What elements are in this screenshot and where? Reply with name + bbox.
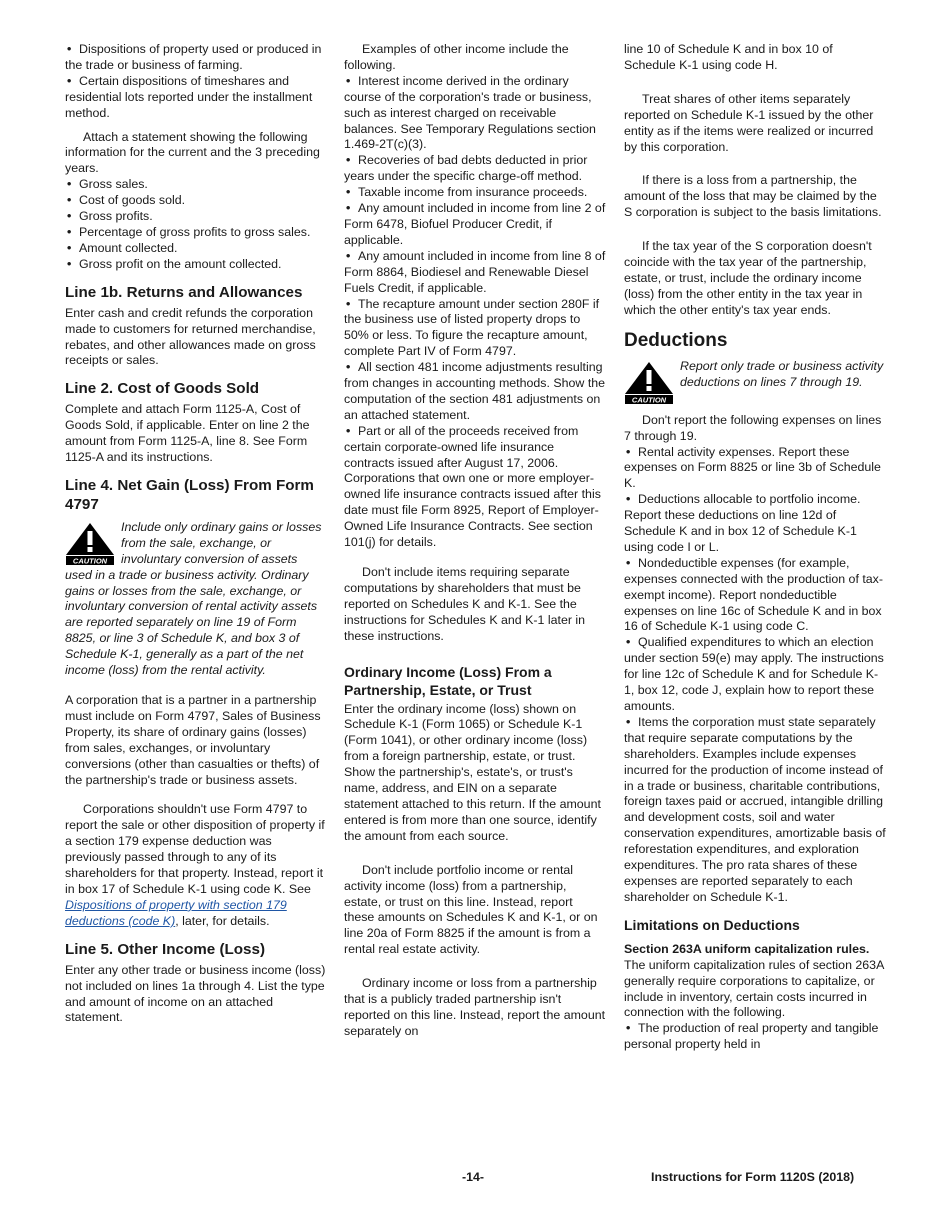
paragraph: Corporations shouldn't use Form 4797 to report the sale or other disposition of property if a section 179 expense deduction was previously passed through to any of its shareholders for that property. Instead, report it in box 17 of Schedule K-1 using code K. See Dispositions of property with section 179 deductions (code K), later, for details.	[65, 802, 325, 928]
paragraph: Attach a statement showing the following information for the current and the 3 preceding years.	[65, 129, 320, 176]
paragraph: Don't report the following expenses on lines 7 through 19.	[624, 412, 882, 443]
bullet-item: • Nondeductible expenses (for example, expenses connected with the production of tax-exempt income). Report nondeductible expenses on line 16c of Schedule K and in box 16 of Schedule K-1 using code C.	[624, 556, 886, 636]
bullet-item: • Gross profit on the amount collected.	[65, 257, 327, 273]
paragraph: Don't include items requiring separate computations by shareholders that must be reported on Schedules K and K-1. See the instructions for Schedules K and K-1 later in these instructions.	[344, 565, 586, 643]
heading-ordinary-income: Ordinary Income (Loss) From a Partnership, Estate, or Trust	[344, 663, 552, 698]
caution-note	[65, 520, 327, 679]
bullet-item: • Amount collected.	[65, 241, 327, 257]
bullet-item: • All section 481 income adjustments resulting from changes in accounting methods. Show the computation of the section 481 adjustments on an attached statement.	[344, 360, 606, 424]
paragraph: If there is a loss from a partnership, the amount of the loss that may be claimed by the S corporation is subject to the basis limitations.	[624, 173, 882, 220]
paragraph: Treat shares of other items separately reported on Schedule K-1 issued by the other entity as if the items were realized or incurred by this corporation.	[624, 91, 874, 154]
paragraph: Enter cash and credit refunds the corporation made to customers for returned merchandise, rebates, and other allowances made on gross receipts or sales.	[65, 305, 316, 368]
caution-icon	[624, 361, 674, 405]
paragraph: Don't include portfolio income or rental activity income (loss) from a partnership, estate, or trust on this line. Instead, report these amounts on Schedules K and K-1, or on line 20a of Form 8825 if the amount is from a rental real estate activity.	[344, 862, 598, 957]
paragraph: Ordinary income or loss from a partnership that is a publicly traded partnership isn't reported on this line. Instead, report the amount separately on	[344, 976, 606, 1038]
caution-note	[624, 359, 886, 405]
column-1	[65, 42, 327, 1026]
bullet-item: • Gross sales.	[65, 177, 327, 193]
bullet-item: • Interest income derived in the ordinary course of the corporation's trade or business, such as interest charged on receivable balances. See Temporary Regulations section 1.469-2T(c)(3).	[344, 74, 606, 154]
paragraph: line 10 of Schedule K and in box 10 of Schedule K-1 using code H.	[624, 42, 833, 72]
paragraph: A corporation that is a partner in a partnership must include on Form 4797, Sales of Business Property, its share of ordinary gains (losses) from sales, exchanges, or involuntary conversions (other than casualties or thefts) of the partnership's trade or business assets.	[65, 693, 321, 787]
bullet-item: • Items the corporation must state separately that require separate computations by the shareholders. Examples include expenses incurred for the production of income instead of in a trade or business, charitable contributions, foreign taxes paid or accrued, intangible drilling and development costs, soil and water conservation expenditures, amortizable basis of reforestation expenditures, and exploration expenditures. The pro rata shares of these expenses are reported separately to each shareholder on Schedule K-1.	[624, 715, 886, 906]
runin-heading: Section 263A uniform capitalization rules.	[624, 941, 870, 956]
document-title: Instructions for Form 1120S (2018)	[651, 1170, 855, 1184]
page-number: -14-	[462, 1170, 485, 1184]
bullet-item: • Gross profits.	[65, 209, 327, 225]
bullet-item: • Deductions allocable to portfolio income. Report these deductions on line 12d of Schedule K and in box 12 of Schedule K-1 using code I or L.	[624, 492, 886, 556]
paragraph: Complete and attach Form 1125-A, Cost of Goods Sold, if applicable. Enter on line 2 the amount from Form 1125-A, line 8. See Form 1125-A and its instructions.	[65, 402, 310, 465]
paragraph: If the tax year of the S corporation doesn't coincide with the tax year of the partnership, estate, or trust, include the ordinary income (loss) from the other entity in the tax year in which the other entity's tax year ends.	[624, 239, 872, 317]
bullet-item: • Any amount included in income from line 8 of Form 8864, Biodiesel and Renewable Diesel Fuels Credit, if applicable.	[344, 249, 606, 297]
paragraph: Examples of other income include the following.	[344, 42, 569, 72]
heading-line-2: Line 2. Cost of Goods Sold	[65, 380, 260, 398]
heading-line-1b: Line 1b. Returns and Allowances	[65, 283, 303, 301]
heading-limitations: Limitations on Deductions	[624, 916, 800, 933]
bullet-item: • Any amount included in income from line 2 of Form 6478, Biofuel Producer Credit, if applicable.	[344, 201, 606, 249]
bullet-item: • Percentage of gross profits to gross sales.	[65, 225, 327, 241]
paragraph: Enter the ordinary income (loss) shown on Schedule K-1 (Form 1065) or Schedule K-1 (Form 1041), or other ordinary income (loss) from a foreign partnership, estate, or trust. Show the partnership's, estate's, or trust's name, address, and EIN on a separate statement attached to this return. If the amount entered is from more than one source, identify the amount from each source.	[344, 701, 601, 843]
bullet-item: • The recapture amount under section 280F if the business use of listed property drops to 50% or less. To figure the recapture amount, complete Part IV of Form 4797.	[344, 297, 606, 361]
heading-line-4: Line 4. Net Gain (Loss) From Form 4797	[65, 476, 314, 513]
bullet-item: • Dispositions of property used or produced in the trade or business of farming.	[65, 42, 327, 74]
bullet-item: • Qualified expenditures to which an election under section 59(e) may apply. The instructions for line 12c of Schedule K and for Schedule K-1, box 12, code J, explain how to report these amounts.	[624, 635, 886, 715]
svg-text:CAUTION: CAUTION	[631, 395, 667, 405]
paragraph: Enter any other trade or business income (loss) not included on lines 1a through 4. List the type and amount of income on an attached statement.	[65, 962, 326, 1025]
bullet-item: • Recoveries of bad debts deducted in prior years under the specific charge-off method.	[344, 153, 606, 185]
caution-icon	[65, 522, 115, 566]
heading-deductions: Deductions	[624, 329, 728, 351]
section-179-link[interactable]: Dispositions of property with section 179 deductions (code K)	[65, 897, 287, 928]
column-3	[624, 42, 886, 1053]
bullet-item: • The production of real property and tangible personal property held in	[624, 1021, 886, 1053]
bullet-item: • Cost of goods sold.	[65, 193, 327, 209]
heading-line-5: Line 5. Other Income (Loss)	[65, 940, 266, 958]
bullet-item: • Taxable income from insurance proceeds.	[344, 185, 606, 201]
svg-text:CAUTION: CAUTION	[72, 556, 108, 566]
paragraph: Section 263A uniform capitalization rules. The uniform capitalization rules of section 263A generally require corporations to capitalize, or include in inventory, certain costs incurred in connection with the following.	[624, 941, 884, 1020]
column-2	[344, 42, 606, 1040]
caution-text: Report only trade or business activity deductions on lines 7 through 19.	[680, 358, 884, 389]
bullet-item: • Certain dispositions of timeshares and residential lots reported under the installment method.	[65, 74, 327, 122]
bullet-item: • Rental activity expenses. Report these expenses on Form 8825 or line 3b of Schedule K.	[624, 445, 886, 493]
caution-text: Include only ordinary gains or losses from the sale, exchange, or involuntary conversion of assets used in a trade or business activity. Ordinary gains or losses from the sale, exchange, or involuntary conversion of rental activity assets are reported separately on line 19 of Form 8825, or line 3 of Schedule K, and box 3 of Schedule K-1, generally as a part of the net income (loss) from the rental activity.	[65, 519, 322, 678]
bullet-item: • Part or all of the proceeds received from certain corporate-owned life insurance contracts issued after August 17, 2006. Corporations that own one or more employer-owned life insurance contracts issued after this date must file Form 8925, Report of Employer-Owned Life Insurance Contracts. See section 101(j) for details.	[344, 424, 606, 551]
